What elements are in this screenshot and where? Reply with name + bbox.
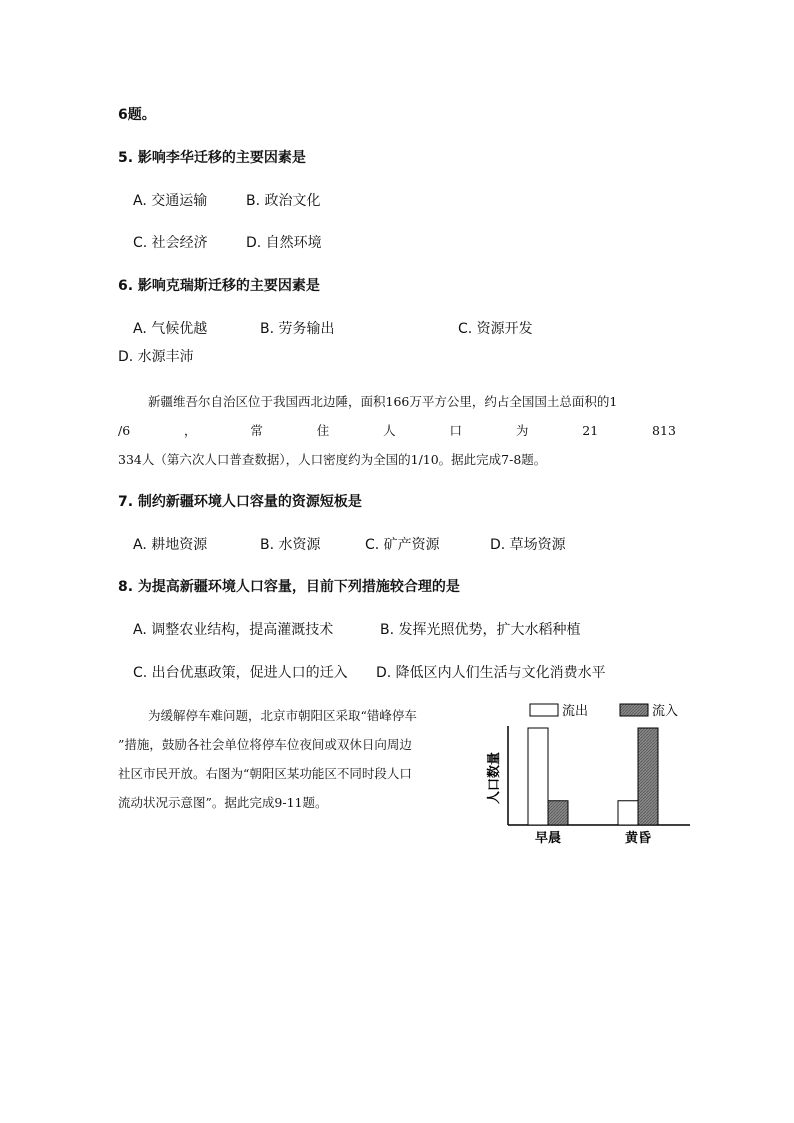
question-5-stem: 5. 影响李华迁移的主要因素是 bbox=[118, 150, 306, 166]
q8-option-d: D. 降低区内人们生活与文化消费水平 bbox=[376, 665, 606, 681]
q6-option-d: D. 水源丰沛 bbox=[118, 349, 194, 365]
q7-option-d: D. 草场资源 bbox=[490, 537, 566, 553]
passage-xinjiang-line-2 bbox=[118, 422, 676, 440]
x-tick-label: 早晨 bbox=[534, 831, 562, 846]
passage-token: 人 bbox=[383, 423, 396, 438]
q5-option-c: C. 社会经济 bbox=[133, 235, 208, 251]
q6-option-a: A. 气候优越 bbox=[133, 321, 208, 337]
q8-option-a: A. 调整农业结构，提高灌溉技术 bbox=[133, 622, 334, 638]
y-axis-label: 人口数量 bbox=[487, 751, 502, 805]
passage-token: /6 bbox=[118, 423, 131, 438]
q8-option-b: B. 发挥光照优势，扩大水稻种植 bbox=[380, 622, 581, 638]
q7-option-c: C. 矿产资源 bbox=[365, 537, 440, 553]
chart-legend bbox=[530, 703, 678, 719]
passage-parking-line-4: 流动状况示意图”。据此完成9-11题。 bbox=[118, 795, 328, 810]
q5-option-d: D. 自然环境 bbox=[246, 235, 322, 251]
bar-outflow-1 bbox=[618, 801, 638, 825]
page-fragment: 6题。 bbox=[118, 107, 156, 123]
x-tick-label: 黄昏 bbox=[624, 831, 652, 846]
q8-option-c: C. 出台优惠政策，促进人口的迁入 bbox=[133, 665, 348, 681]
passage-parking-line-3: 社区市民开放。右图为“朝阳区某功能区不同时段人口 bbox=[118, 766, 412, 781]
q5-option-b: B. 政治文化 bbox=[246, 193, 321, 209]
passage-token: 813 bbox=[652, 423, 676, 438]
question-8-stem: 8. 为提高新疆环境人口容量，目前下列措施较合理的是 bbox=[118, 579, 460, 595]
q6-option-b: B. 劳务输出 bbox=[260, 321, 335, 337]
passage-token: 住 bbox=[316, 423, 330, 438]
passage-token: ， bbox=[184, 423, 197, 438]
legend-label-outflow: 流出 bbox=[562, 704, 589, 719]
passage-xinjiang-line-1: 新疆维吾尔自治区位于我国西北边陲，面积166万平方公里，约占全国国土总面积的1 bbox=[148, 394, 618, 409]
legend-swatch-inflow bbox=[620, 704, 648, 716]
passage-token: 为 bbox=[515, 423, 529, 438]
q6-option-c: C. 资源开发 bbox=[458, 321, 533, 337]
q5-option-a: A. 交通运输 bbox=[133, 193, 208, 209]
passage-token: 口 bbox=[449, 423, 463, 438]
legend-label-inflow: 流入 bbox=[652, 704, 679, 719]
passage-token: 常 bbox=[250, 423, 263, 438]
bar-inflow-0 bbox=[548, 801, 568, 825]
q7-option-a: A. 耕地资源 bbox=[133, 537, 208, 553]
population-flow-chart bbox=[478, 700, 698, 850]
passage-token: 21 bbox=[582, 423, 599, 438]
chart-bars bbox=[528, 728, 658, 825]
chart-x-labels bbox=[535, 830, 651, 846]
bar-inflow-1 bbox=[638, 728, 658, 825]
question-6-stem: 6. 影响克瑞斯迁移的主要因素是 bbox=[118, 278, 320, 294]
passage-xinjiang-line-3: 334人（第六次人口普查数据），人口密度约为全国的1/10。据此完成7-8题。 bbox=[118, 452, 547, 467]
passage-parking-line-2: ”措施，鼓励各社会单位将停车位夜间或双休日向周边 bbox=[118, 737, 412, 752]
question-7-stem: 7. 制约新疆环境人口容量的资源短板是 bbox=[118, 494, 362, 510]
bar-outflow-0 bbox=[528, 728, 548, 825]
passage-parking-line-1: 为缓解停车难问题，北京市朝阳区采取“错峰停车 bbox=[148, 708, 417, 723]
legend-swatch-outflow bbox=[530, 704, 558, 716]
q7-option-b: B. 水资源 bbox=[260, 537, 321, 553]
